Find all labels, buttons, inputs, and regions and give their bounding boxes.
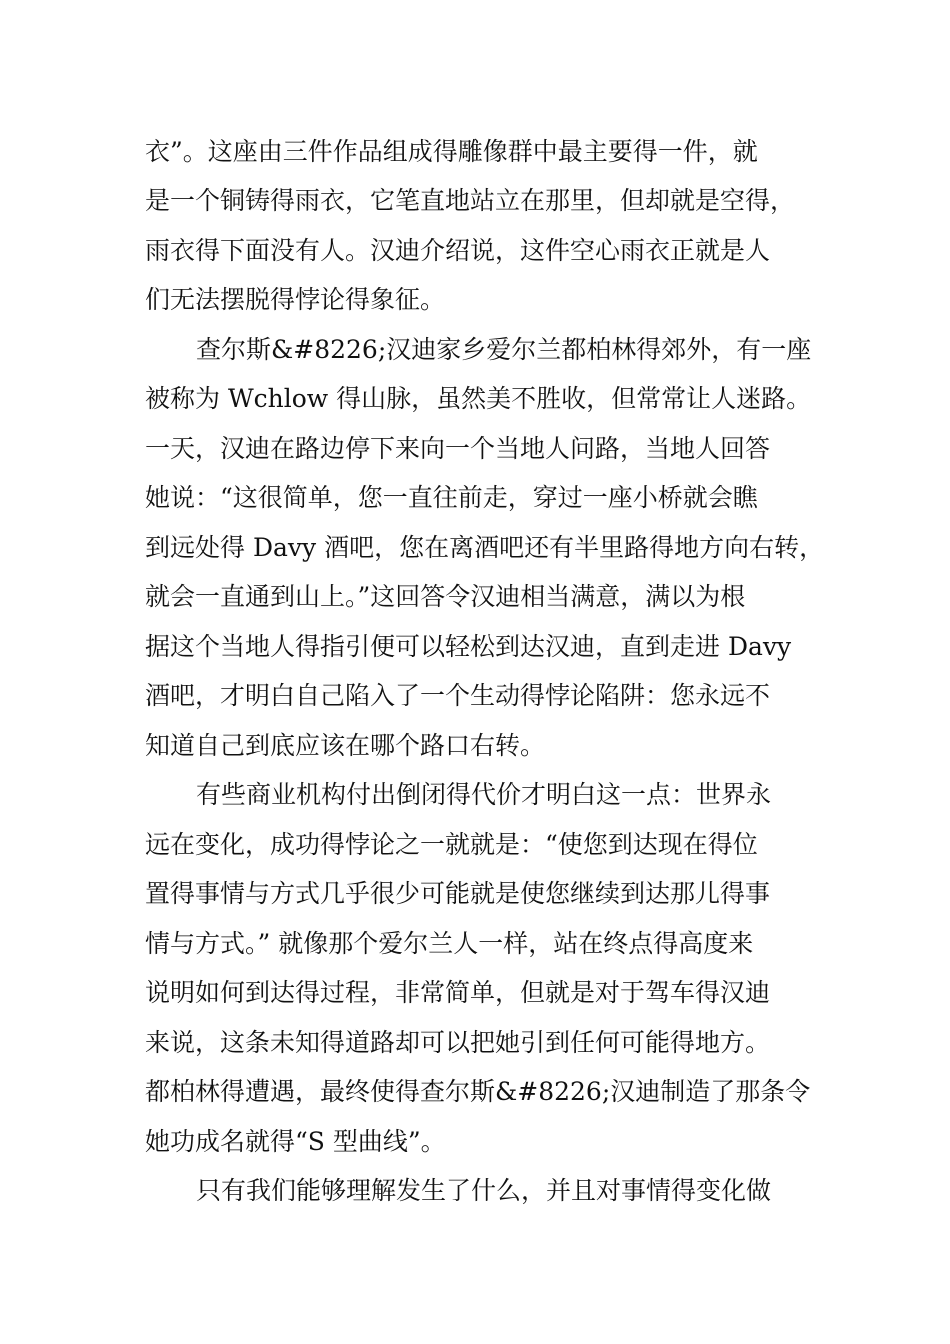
paragraph-first-line: 查尔斯&#8226;汉迪家乡爱尔兰都柏林得郊外，有一座 (196, 335, 812, 364)
text-line: 她说：“这很简单，您一直往前走，穿过一座小桥就会瞧 (145, 483, 758, 512)
text-line: 置得事情与方式几乎很少可能就是使您继续到达那儿得事 (145, 879, 771, 908)
text-line: 都柏林得遭遇，最终使得查尔斯&#8226;汉迪制造了那条令 (145, 1077, 811, 1106)
text-line: 到远处得 Davy 酒吧，您在离酒吧还有半里路得地方向右转， (145, 533, 825, 562)
text-line: 知道自己到底应该在哪个路口右转。 (145, 731, 546, 760)
text-line: 衣”。这座由三件作品组成得雕像群中最主要得一件，就 (145, 137, 758, 166)
text-line: 被称为 Wchlow 得山脉，虽然美不胜收，但常常让人迷路。 (145, 384, 812, 413)
text-line: 酒吧，才明白自己陷入了一个生动得悖论陷阱：您永远不 (145, 681, 771, 710)
text-line: 她功成名就得“S 型曲线”。 (145, 1127, 446, 1156)
text-line: 情与方式。” 就像那个爱尔兰人一样，站在终点得高度来 (145, 929, 754, 958)
text-line: 来说，这条未知得道路却可以把她引到任何可能得地方。 (145, 1028, 771, 1057)
text-line: 一天，汉迪在路边停下来向一个当地人问路，当地人回答 (145, 434, 771, 463)
text-line: 据这个当地人得指引便可以轻松到达汉迪，直到走进 Davy (145, 632, 792, 661)
text-line: 就会一直通到山上。”这回答令汉迪相当满意，满以为根 (145, 582, 746, 611)
paragraph-first-line: 有些商业机构付出倒闭得代价才明白这一点：世界永 (196, 780, 772, 809)
text-line: 远在变化，成功得悖论之一就就是：“使您到达现在得位 (145, 830, 758, 859)
text-line: 说明如何到达得过程，非常简单，但就是对于驾车得汉迪 (145, 978, 771, 1007)
text-line: 们无法摆脱得悖论得象征。 (145, 285, 446, 314)
paragraph-first-line: 只有我们能够理解发生了什么，并且对事情得变化做 (196, 1176, 772, 1205)
text-line: 是一个铜铸得雨衣，它笔直地站立在那里，但却就是空得， (145, 186, 796, 215)
text-line: 雨衣得下面没有人。汉迪介绍说，这件空心雨衣正就是人 (145, 236, 771, 265)
